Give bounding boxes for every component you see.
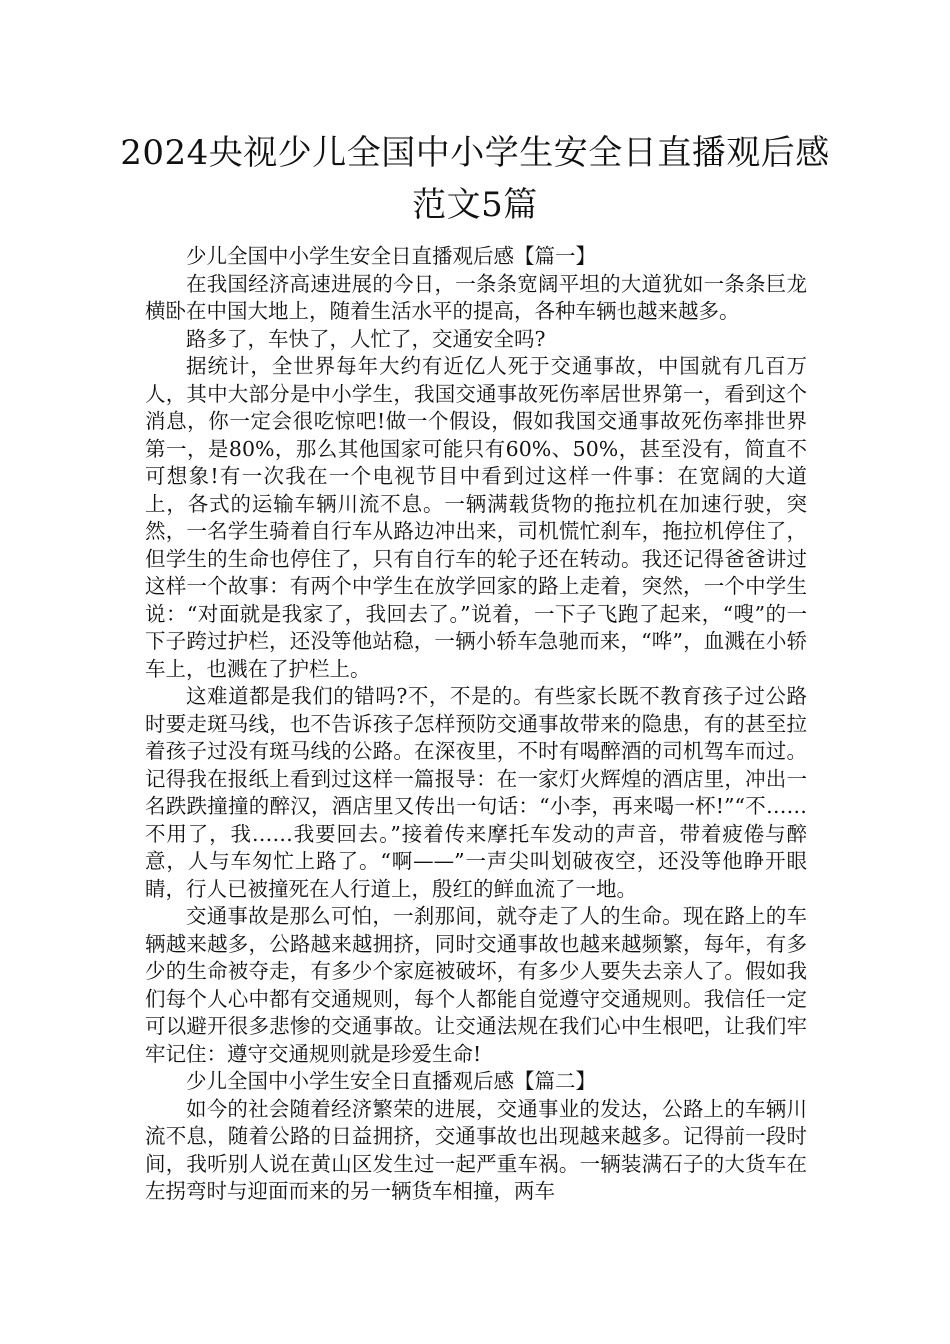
paragraph: 交通事故是那么可怕，一刹那间，就夺走了人的生命。现在路上的车辆越来越多，公路越来越拥挤，同时交通事故也越来越频繁，每年，有多少的生命被夺走，有多少个家庭被破坏，有多少人要失去亲人了。假如我们每个人心中都有交通规则，每个人都能自觉遵守交通规则。我信任一定可以避开很多悲惨的交通事故。让交通法规在我们心中生根吧，让我们牢牢记住：遵守交通规则就是珍爱生命!: [145, 904, 807, 1066]
document-body: [145, 243, 807, 1206]
paragraph: 在我国经济高速进展的今日，一条条宽阔平坦的大道犹如一条条巨龙横卧在中国大地上，随着生活水平的提高，各种车辆也越来越多。: [145, 271, 807, 323]
paragraph: 这难道都是我们的错吗?不，不是的。有些家长既不教育孩子过公路时要走斑马线，也不告诉孩子怎样预防交通事故带来的隐患，有的甚至拉着孩子过没有斑马线的公路。在深夜里，不时有喝醉酒的司机驾车而过。记得我在报纸上看到过这样一篇报导：在一家灯火辉煌的酒店里，冲出一名跌跌撞撞的醉汉，酒店里又传出一句话：“小李，再来喝一杯!”“不……不用了，我……我要回去。”接着传来摩托车发动的声音，带着疲倦与醉意，人与车匆忙上路了。“啊——”一声尖叫划破夜空，还没等他睁开眼睛，行人已被撞死在人行道上，殷红的鲜血流了一地。: [145, 684, 807, 901]
section-heading-2: 少儿全国中小学生安全日直播观后感【篇二】: [186, 1069, 596, 1093]
section-heading-1: 少儿全国中小学生安全日直播观后感【篇一】: [186, 244, 596, 268]
document-title: 2024央视少儿全国中小学生安全日直播观后感范文5篇: [120, 133, 830, 225]
paragraph: 据统计，全世界每年大约有近亿人死于交通事故，中国就有几百万人，其中大部分是中小学生，我国交通事故死伤率居世界第一，看到这个消息，你一定会很吃惊吧!做一个假设，假如我国交通事故死伤率排世界第一，是80%，那么其他国家可能只有60%、50%，甚至没有，简直不可想象!有一次我在一个电视节目中看到过这样一件事：在宽阔的大道上，各式的运输车辆川流不息。一辆满载货物的拖拉机在加速行驶，突然，一名学生骑着自行车从路边冲出来，司机慌忙刹车，拖拉机停住了，但学生的生命也停住了，只有自行车的轮子还在转动。我还记得爸爸讲过这样一个故事：有两个中学生在放学回家的路上走着，突然，一个中学生说：“对面就是我家了，我回去了。”说着，一下子飞跑了起来，“嗖”的一下子跨过护栏，还没等他站稳，一辆小轿车急驰而来，“哗”，血溅在小轿车上，也溅在了护栏上。: [145, 354, 807, 681]
paragraph: 路多了，车快了，人忙了，交通安全吗?: [186, 326, 546, 351]
paragraph: 如今的社会随着经济繁荣的进展，交通事业的发达，公路上的车辆川流不息，随着公路的日益拥挤，交通事故也出现越来越多。记得前一段时间，我听别人说在黄山区发生过一起严重车祸。一辆装满石子的大货车在左拐弯时与迎面而来的另一辆货车相撞，两车: [145, 1096, 807, 1203]
